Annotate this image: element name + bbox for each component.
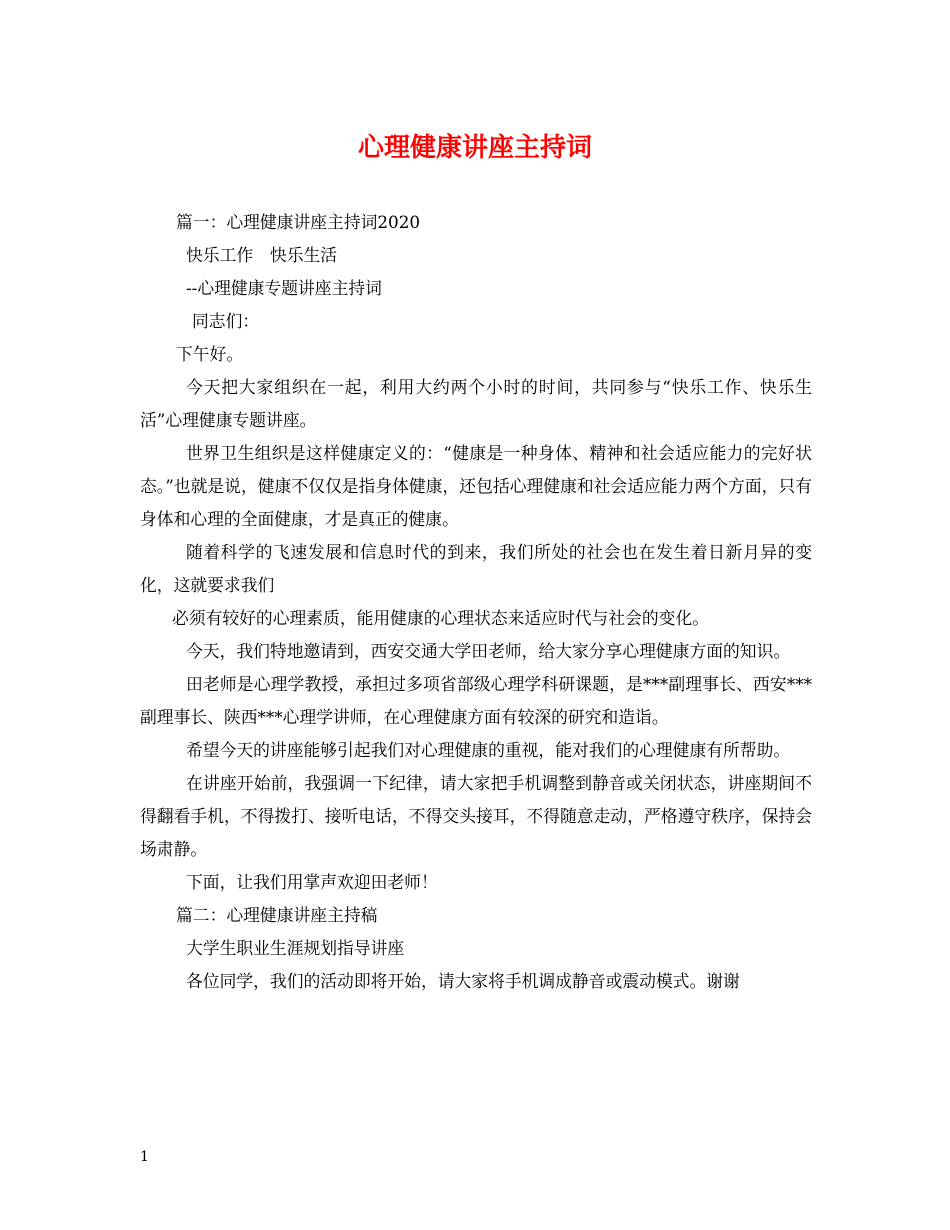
page-number: 1 xyxy=(140,1149,149,1165)
paragraph: 在讲座开始前，我强调一下纪律，请大家把手机调整到静音或关闭状态，讲座期间不得翻看手机，不得拨打、接听电话，不得交头接耳，不得随意走动，严格遵守秩序，保持会场肃静。 xyxy=(140,773,812,859)
paragraph: 篇一：心理健康讲座主持词2020 xyxy=(176,212,421,232)
paragraph: 田老师是心理学教授，承担过多项省部级心理学科研课题，是***副理事长、西安***副理事长、陕西***心理学讲师，在心理健康方面有较深的研究和造诣。 xyxy=(140,674,812,727)
paragraph: 篇二：心理健康讲座主持稿 xyxy=(176,905,378,925)
paragraph: 必须有较好的心理素质，能用健康的心理状态来适应时代与社会的变化。 xyxy=(172,608,710,628)
paragraph: 各位同学，我们的活动即将开始，请大家将手机调成静音或震动模式。谢谢 xyxy=(186,971,740,991)
paragraph: --心理健康专题讲座主持词 xyxy=(186,278,382,298)
paragraph: 希望今天的讲座能够引起我们对心理健康的重视，能对我们的心理健康有所帮助。 xyxy=(186,740,791,760)
document-title: 心理健康讲座主持词 xyxy=(357,133,592,163)
paragraph: 下面，让我们用掌声欢迎田老师！ xyxy=(186,872,438,892)
paragraph: 随着科学的飞速发展和信息时代的到来，我们所处的社会也在发生着日新月异的变化，这就要求我们 xyxy=(140,542,812,595)
paragraph: 今天把大家组织在一起，利用大约两个小时的时间，共同参与“快乐工作、快乐生活”心理健康专题讲座。 xyxy=(140,377,812,430)
paragraph: 同志们： xyxy=(192,311,260,331)
paragraph: 快乐工作 快乐生活 xyxy=(186,245,338,265)
paragraph: 今天，我们特地邀请到，西安交通大学田老师，给大家分享心理健康方面的知识。 xyxy=(186,641,791,661)
paragraph: 下午好。 xyxy=(176,344,244,364)
paragraph: 世界卫生组织是这样健康定义的：“健康是一种身体、精神和社会适应能力的完好状态。”也就是说，健康不仅仅是指身体健康，还包括心理健康和社会适应能力两个方面，只有身体和心理的全面健康，才是真正的健康。 xyxy=(140,443,812,529)
document-body xyxy=(140,206,812,998)
paragraph: 大学生职业生涯规划指导讲座 xyxy=(186,938,405,958)
